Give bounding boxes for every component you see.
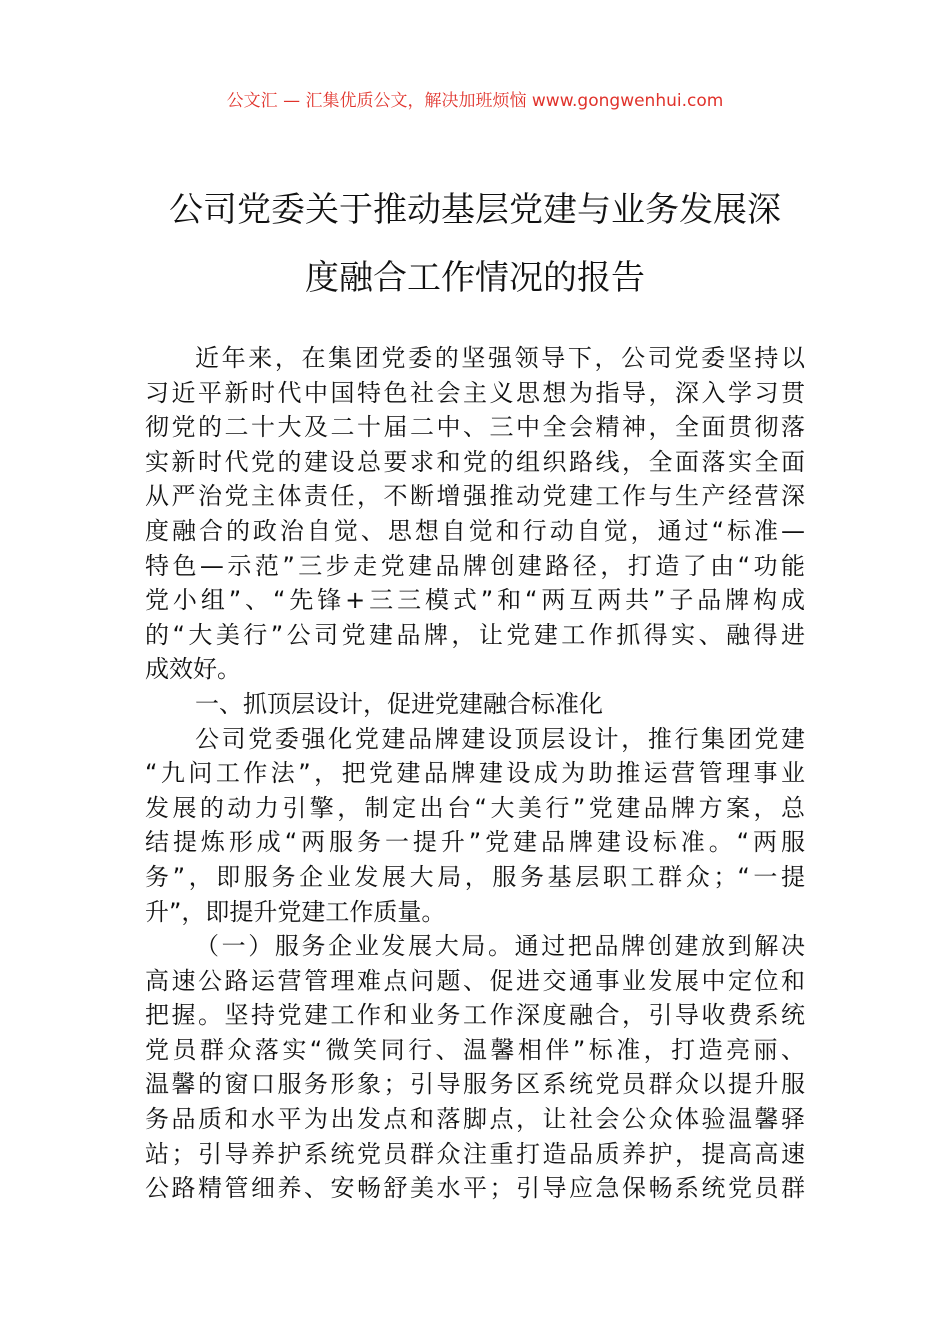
body-text-line: 务”，即服务企业发展大局，服务基层职工群众；“一提 [145,862,805,891]
site-header-banner: 公文汇 — 汇集优质公文，解决加班烦恼 www.gongwenhui.com [226,91,724,111]
body-text-line: 温馨的窗口服务形象；引导服务区系统党员群众以提升服 [145,1070,805,1099]
body-text-line: 近年来，在集团党委的坚强领导下，公司党委坚持以 [195,344,805,372]
body-text-line: 站；引导养护系统党员群众注重打造品质养护，提高高速 [145,1139,805,1168]
body-text-line: 度融合的政治自觉、思想自觉和行动自觉，通过“标准— [145,516,805,545]
body-text-line: 党员群众落实“微笑同行、温馨相伴”标准，打造亮丽、 [145,1035,805,1064]
document-body [145,341,805,1206]
body-text-line: 升”，即提升党建工作质量。 [145,897,446,926]
body-text-line: 公路精管细养、安畅舒美水平；引导应急保畅系统党员群 [145,1174,805,1203]
section-heading: 一、抓顶层设计，促进党建融合标准化 [195,689,603,718]
body-text-line: 实新时代党的建设总要求和党的组织路线，全面落实全面 [145,447,805,476]
body-text-line: 结提炼形成“两服务一提升”党建品牌建设标准。“两服 [145,828,805,857]
body-text-line: 从严治党主体责任，不断增强推动党建工作与生产经营深 [145,482,805,511]
document-title-line-2: 度融合工作情况的报告 [305,258,645,298]
body-text-line: 习近平新时代中国特色社会主义思想为指导，深入学习贯 [145,378,805,407]
body-text-line: 党小组”、“先锋+三三模式”和“两互两共”子品牌构成 [145,586,805,615]
body-text-line: “九问工作法”，把党建品牌建设成为助推运营管理事业 [145,759,805,788]
body-text-line: 务品质和水平为出发点和落脚点，让社会公众体验温馨驿 [145,1105,805,1134]
body-text-line: （一）服务企业发展大局。通过把品牌创建放到解决 [195,932,805,961]
body-text-line: 把握。坚持党建工作和业务工作深度融合，引导收费系统 [145,1001,805,1030]
body-text-line: 发展的动力引擎，制定出台“大美行”党建品牌方案，总 [145,793,805,822]
body-text-line: 成效好。 [145,655,241,684]
document-title-line-1: 公司党委关于推动基层党建与业务发展深 [169,190,781,230]
body-text-line: 的“大美行”公司党建品牌，让党建工作抓得实、融得进 [145,620,805,649]
body-text-line: 公司党委强化党建品牌建设顶层设计，推行集团党建 [195,724,805,753]
body-text-line: 彻党的二十大及二十届二中、三中全会精神，全面贯彻落 [145,413,805,442]
body-text-line: 特色—示范”三步走党建品牌创建路径，打造了由“功能 [145,551,805,580]
body-text-line: 高速公路运营管理难点问题、促进交通事业发展中定位和 [145,966,805,995]
